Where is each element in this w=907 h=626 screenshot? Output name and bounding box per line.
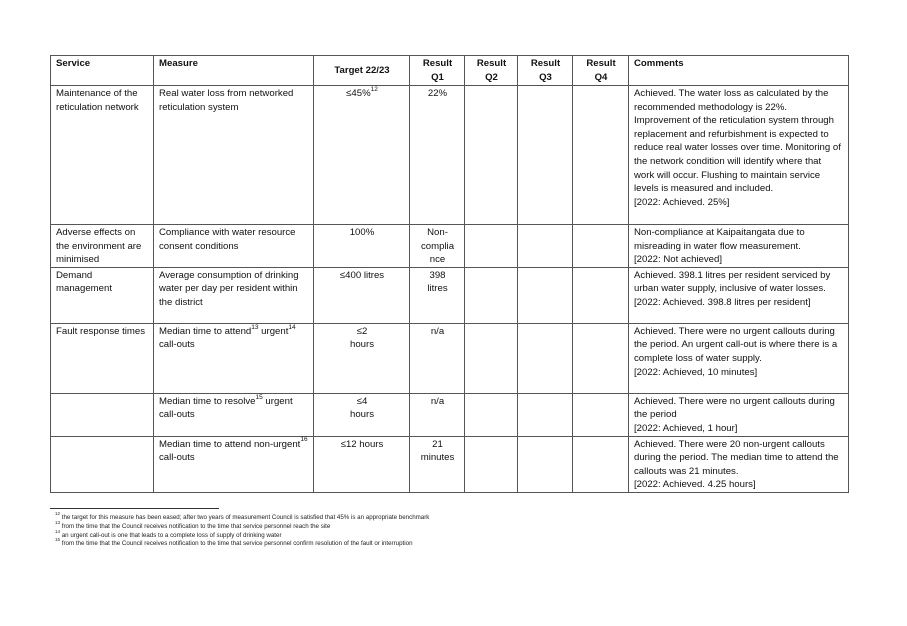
cell-target	[314, 393, 410, 436]
cell-result-q3	[518, 323, 573, 393]
target-line-2: hours	[350, 339, 374, 351]
cell-result-q1	[410, 323, 465, 393]
header-result-q3	[518, 56, 573, 86]
footnote-number: 14	[55, 528, 61, 534]
q1-value-line-3: nce	[429, 254, 446, 266]
footnote-ref: 16	[300, 436, 308, 444]
footnote-number: 12	[55, 510, 61, 516]
cell-measure: Average consumption of drinking water per day per resident within the district	[154, 267, 314, 323]
cell-result-q1	[410, 393, 465, 436]
header-service: Service	[51, 56, 154, 86]
header-measure: Measure	[154, 56, 314, 86]
cell-result-q3	[518, 267, 573, 323]
footnote-divider	[50, 508, 219, 509]
cell-measure	[154, 393, 314, 436]
cell-result-q2	[465, 86, 518, 225]
measure-text-a: Median time to attend	[159, 325, 252, 337]
cell-result-q4	[573, 393, 629, 436]
measure-text-b: urgent	[261, 325, 289, 337]
header-q1-line-2: Q1	[431, 71, 444, 83]
target-line-2: hours	[350, 409, 374, 421]
cell-service: Adverse effects on the environment are minimised	[51, 225, 154, 268]
header-q2-line-2: Q2	[485, 71, 498, 83]
cell-result-q3	[518, 86, 573, 225]
table-row	[51, 267, 849, 323]
cell-service	[51, 436, 154, 492]
cell-result-q2	[465, 323, 518, 393]
cell-result-q1	[410, 86, 465, 225]
cell-result-q4	[573, 267, 629, 323]
cell-target: ≤12 hours	[314, 436, 410, 492]
header-result-q1	[410, 56, 465, 86]
header-result-q4	[573, 56, 629, 86]
footnote	[55, 537, 429, 549]
q1-value-line-1: 21	[432, 438, 443, 450]
footnote-text: from the time that the Council receives notification to the time that service personnel reach the site	[60, 522, 331, 530]
footnote-text: an urgent call-out is one that leads to a complete loss of supply of drinking water	[60, 531, 282, 539]
header-comments: Comments	[629, 56, 849, 86]
cell-comments	[629, 225, 849, 268]
footnote-ref: 14	[288, 323, 296, 331]
comment-prior-year: [2022: Not achieved]	[634, 254, 723, 266]
cell-target	[314, 323, 410, 393]
cell-comments	[629, 267, 849, 323]
cell-result-q3	[518, 393, 573, 436]
cell-result-q1	[410, 436, 465, 492]
cell-comments	[629, 86, 849, 225]
comment-text: Achieved. 398.1 litres per resident serviced by urban water supply, inclusive of water losses.	[634, 269, 831, 295]
q1-value: 22%	[427, 88, 448, 99]
cell-comments	[629, 323, 849, 393]
cell-measure: Compliance with water resource consent conditions	[154, 225, 314, 268]
cell-target: ≤400 litres	[314, 267, 410, 323]
header-result-q2	[465, 56, 518, 86]
cell-result-q2	[465, 225, 518, 268]
header-q3-line-1: Result	[530, 58, 561, 69]
comment-text: Achieved. There were 20 non-urgent callouts during the period. The median time to attend the callouts was 21 minutes.	[634, 438, 839, 477]
cell-service: Maintenance of the reticulation network	[51, 86, 154, 225]
footnotes	[55, 510, 430, 549]
comment-text: Achieved. There were no urgent callouts during the period. An urgent call-out is where there is a complete loss of water supply.	[634, 325, 838, 364]
cell-result-q4	[573, 436, 629, 492]
cell-service	[51, 393, 154, 436]
target-line-1: ≤4	[356, 395, 368, 407]
comment-prior-year: [2022: Achieved, 10 minutes]	[634, 366, 758, 378]
footnote-ref: 13	[251, 323, 259, 331]
cell-result-q4	[573, 225, 629, 268]
measure-text-b: urgent call-outs	[159, 395, 293, 421]
cell-target: 100%	[314, 225, 410, 268]
cell-result-q3	[518, 225, 573, 268]
q1-value-line-2: complia	[420, 240, 455, 252]
footnote	[55, 528, 429, 541]
cell-result-q2	[465, 393, 518, 436]
q1-value: n/a	[430, 325, 445, 337]
comment-prior-year: [2022: Achieved, 1 hour]	[634, 422, 738, 434]
footnote	[55, 510, 430, 523]
comment-text: Achieved. The water loss as calculated by the recommended methodology is 22%. Improvement of the reticulation system through replacement and refurbishment is expected to reduce real water losses over time. Monitoring of the network condition will identify where that work will occur. Flushing to maintain service levels is measured and included.	[634, 88, 841, 195]
q1-value-line-2: minutes	[420, 452, 455, 464]
comment-prior-year: [2022: Achieved. 398.8 litres per resident]	[634, 296, 811, 308]
footnote	[55, 519, 429, 532]
cell-measure	[154, 323, 314, 393]
comment-prior-year: [2022: Achieved. 4.25 hours]	[634, 479, 756, 491]
cell-target	[314, 86, 410, 225]
header-q4-line-1: Result	[586, 58, 616, 69]
target-line-1: ≤2	[356, 325, 368, 337]
header-q3-line-2: Q3	[539, 71, 552, 83]
table-row	[51, 86, 849, 225]
cell-result-q3	[518, 436, 573, 492]
table-row	[51, 225, 849, 268]
footnote-number: 13	[55, 519, 61, 525]
q1-value-line-2: litres	[427, 283, 448, 295]
header-q1-line-1: Result	[422, 58, 453, 69]
header-q4-line-2: Q4	[594, 71, 608, 83]
footnote-ref: 12	[370, 85, 378, 93]
table-row	[51, 393, 849, 436]
measure-text-a: Median time to resolve	[159, 395, 256, 407]
measure-text-b: non-urgent	[253, 438, 301, 450]
table-header-row	[51, 56, 849, 86]
q1-value: n/a	[430, 395, 445, 407]
cell-service: Fault response times	[51, 323, 154, 393]
q1-value-line-1: 398	[429, 269, 446, 281]
cell-result-q4	[573, 86, 629, 225]
comment-prior-year: [2022: Achieved. 25%]	[634, 196, 730, 208]
comment-text: Non-compliance at Kaipaitangata due to misreading in water flow measurement.	[634, 227, 805, 252]
cell-measure: Real water loss from networked reticulation system	[154, 86, 314, 225]
table-row	[51, 323, 849, 393]
footnote-text: from the time that the Council receives notification to the time that service personnel confirm resolution of the fault or interruption	[60, 540, 413, 548]
cell-result-q1	[410, 225, 465, 268]
header-q2-line-1: Result	[476, 58, 507, 69]
cell-service: Demand management	[51, 267, 154, 323]
header-target: Target 22/23	[314, 56, 410, 86]
cell-result-q2	[465, 436, 518, 492]
measure-text-a: Median time to attend	[159, 438, 252, 450]
q1-value-line-1: Non-	[427, 227, 448, 238]
target-value: ≤45%	[346, 88, 371, 99]
comment-text: Achieved. There were no urgent callouts during the period	[634, 395, 835, 421]
performance-table	[50, 55, 849, 493]
footnote-text: the target for this measure has been eased; after two years of measurement Council is satisfied that 45% is an appropriate benchmark	[60, 514, 430, 521]
table-row	[51, 436, 849, 492]
cell-comments	[629, 393, 849, 436]
cell-measure	[154, 436, 314, 492]
footnote-number: 15	[55, 537, 61, 543]
footnote-ref: 15	[255, 393, 263, 401]
measure-text-c: call-outs	[159, 452, 195, 464]
cell-comments	[629, 436, 849, 492]
measure-text-c: call-outs	[159, 339, 195, 351]
cell-result-q1	[410, 267, 465, 323]
cell-result-q4	[573, 323, 629, 393]
cell-result-q2	[465, 267, 518, 323]
